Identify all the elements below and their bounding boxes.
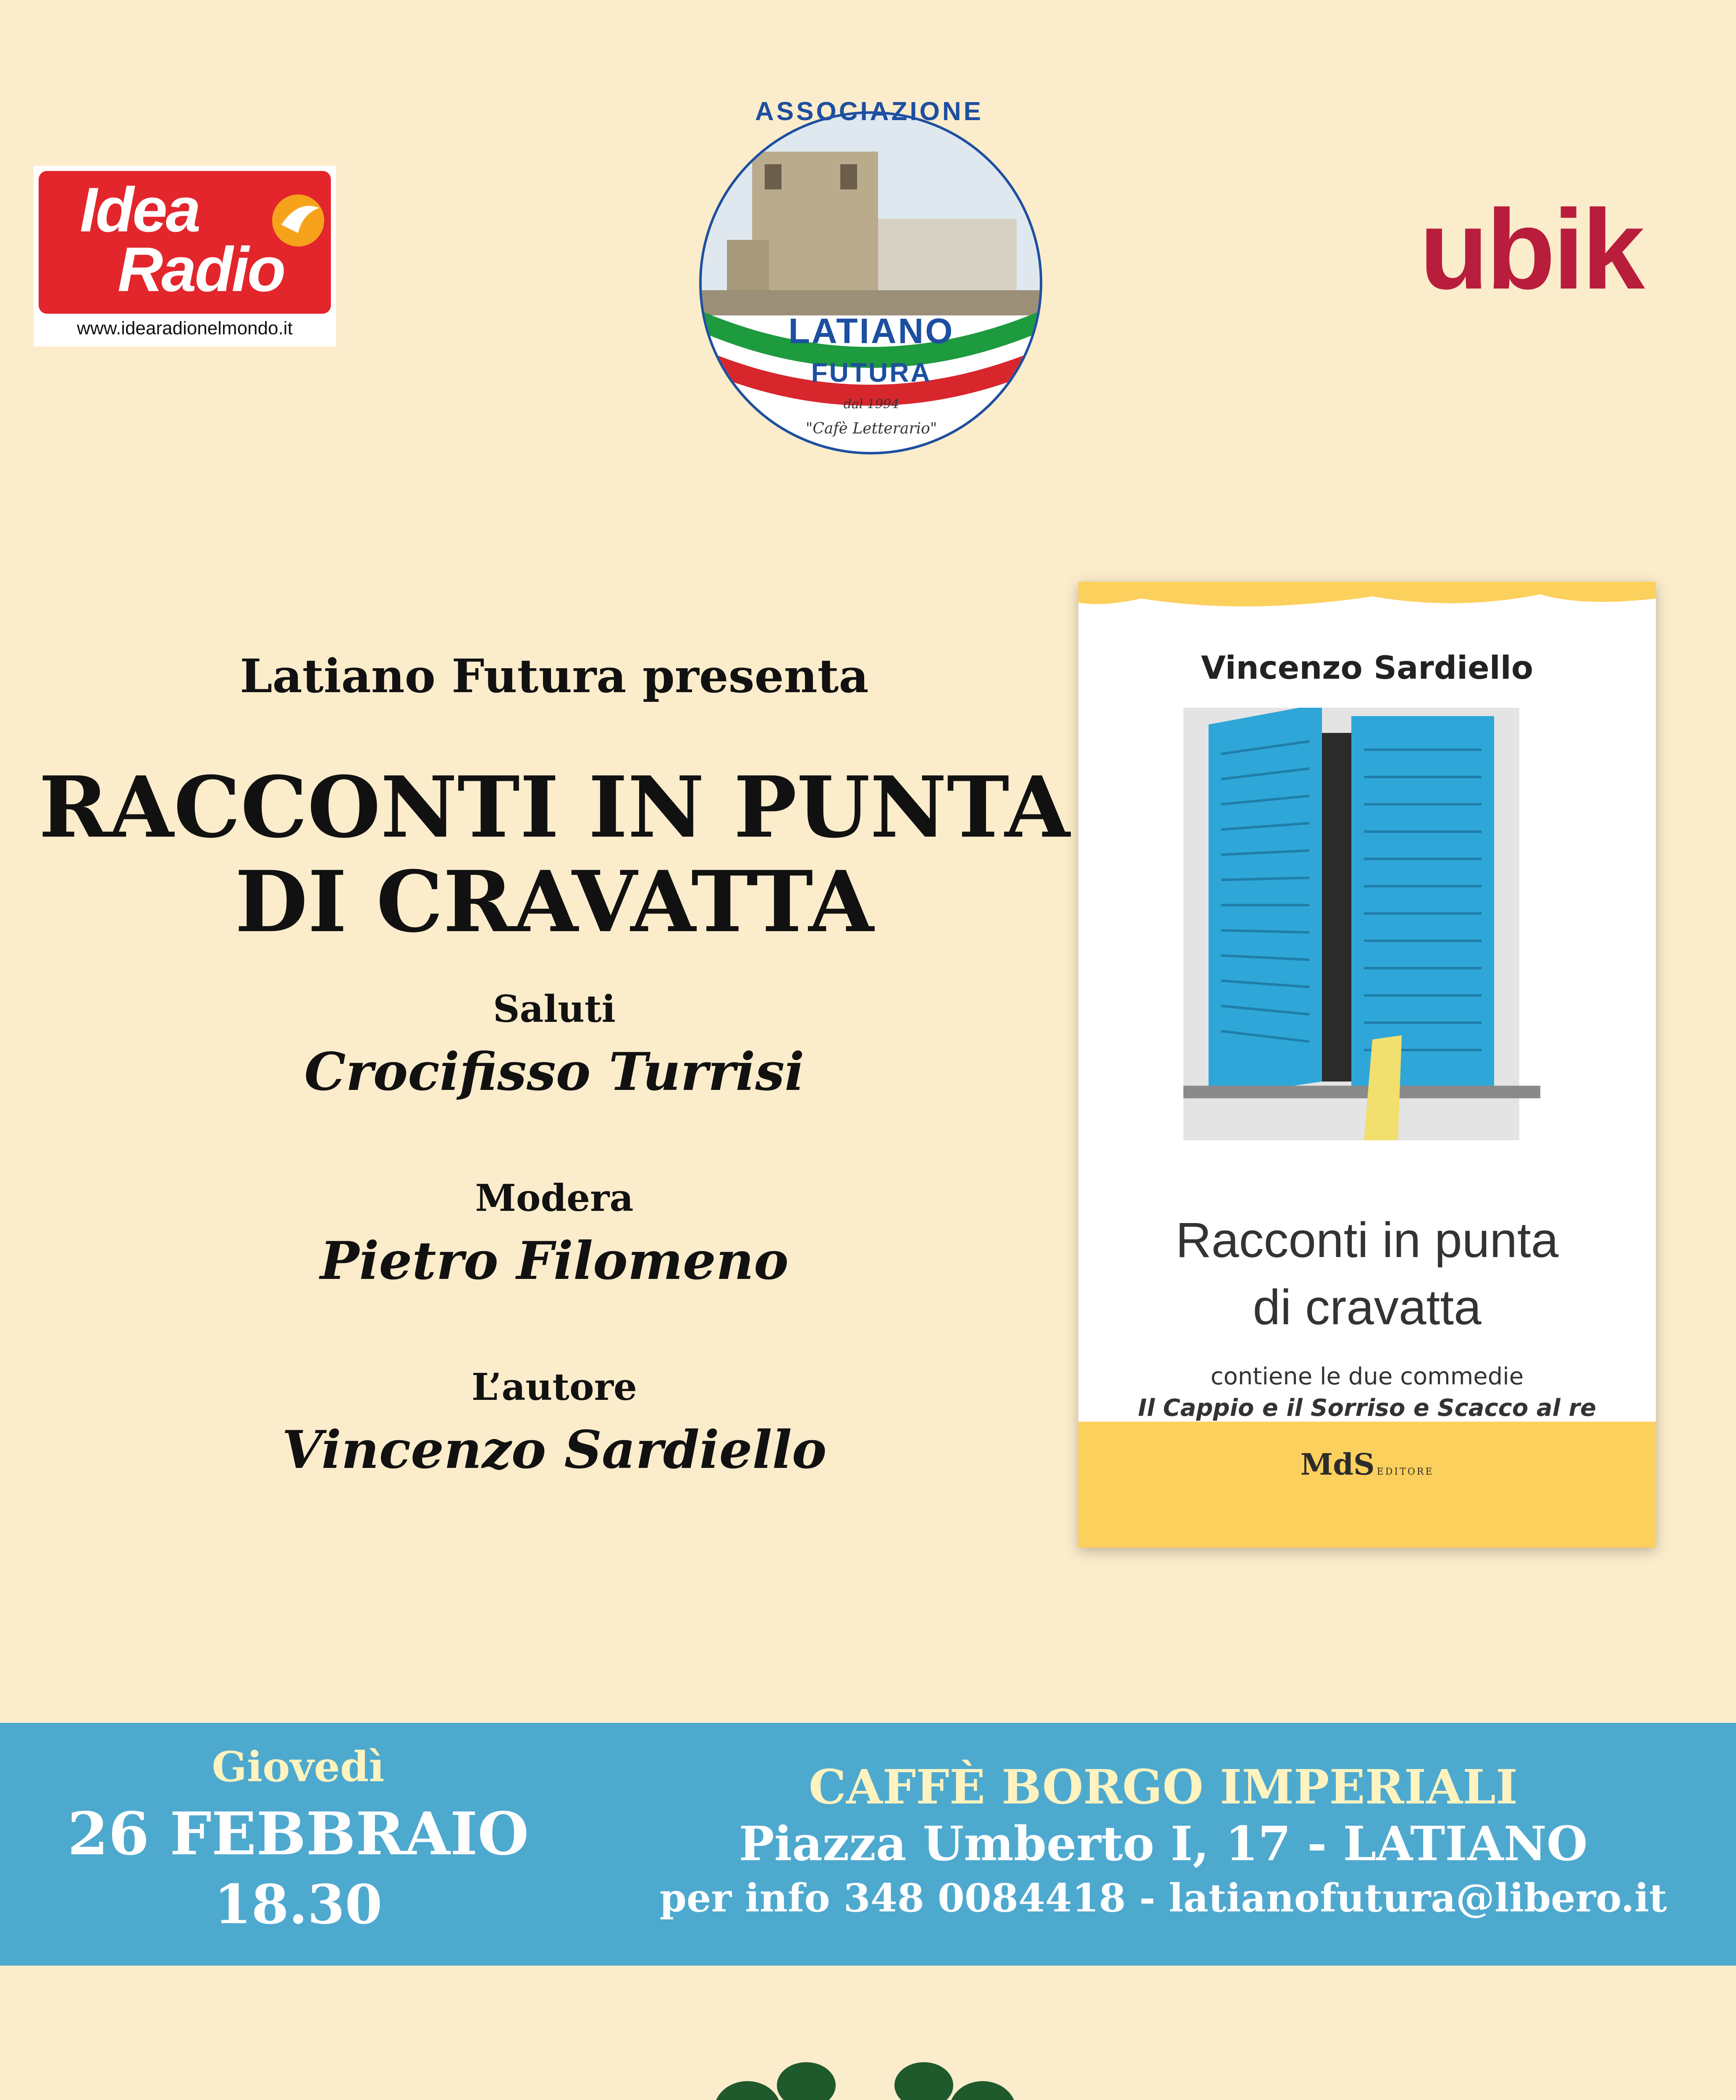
event-address: Piazza Umberto I, 17 - LATIANO [739,1816,1588,1872]
event-info: per info 348 0084418 - latianofutura@libero.it [659,1875,1667,1921]
event-title-line2: DI CRAVATTA [235,853,874,951]
cafe-letterario-label: "Cafè Letterario" [805,420,937,437]
bird-icon [269,191,328,250]
idea-radio-line1: Idea [80,174,199,245]
event-day: Giovedì [212,1743,385,1791]
vine-leaves-icon [714,2060,1016,2100]
book-cover [1078,582,1656,1548]
book-author: Vincenzo Sardiello [1201,649,1534,686]
window-shutter-icon [1183,708,1561,1140]
moderator-label: Modera [475,1176,634,1220]
futura-label: FUTURA [811,357,932,388]
book-title-line1: Racconti in punta [1175,1213,1559,1268]
event-venue: CAFFÈ BORGO IMPERIALI [808,1760,1518,1815]
publisher-logo [1078,1447,1656,1482]
idea-radio-url: www.idearadionelmondo.it [77,318,293,339]
book-title-line2: di cravatta [1253,1280,1482,1335]
associazione-label: ASSOCIAZIONE [755,97,983,126]
since-label: dal 1994 [843,397,899,412]
book-subtitle1: contiene le due commedie [1210,1363,1524,1390]
book-subtitle2: Il Cappio e il Sorriso e Scacco al re [1138,1394,1596,1422]
publisher-name: MdS [1300,1447,1375,1482]
presenter-line: Latiano Futura presenta [240,649,869,703]
greetings-label: Saluti [493,987,616,1031]
moderator-name: Pietro Filomeno [320,1231,789,1292]
book-top-band [1078,582,1656,636]
author-name: Vincenzo Sardiello [282,1420,827,1480]
event-time: 18.30 [214,1873,383,1936]
greetings-name: Crocifisso Turrisi [304,1042,805,1102]
publisher-sub: EDITORE [1377,1467,1434,1477]
idea-radio-logo [34,166,336,346]
latiano-label: LATIANO [788,311,955,351]
event-title-line1: RACCONTI IN PUNTA [39,758,1070,857]
book-bottom-band [1078,1422,1656,1548]
event-date: 26 FEBBRAIO [67,1800,529,1869]
ubik-logo: ubik [1419,186,1643,313]
idea-radio-line2: Radio [118,234,284,304]
author-label: L’autore [471,1365,637,1409]
